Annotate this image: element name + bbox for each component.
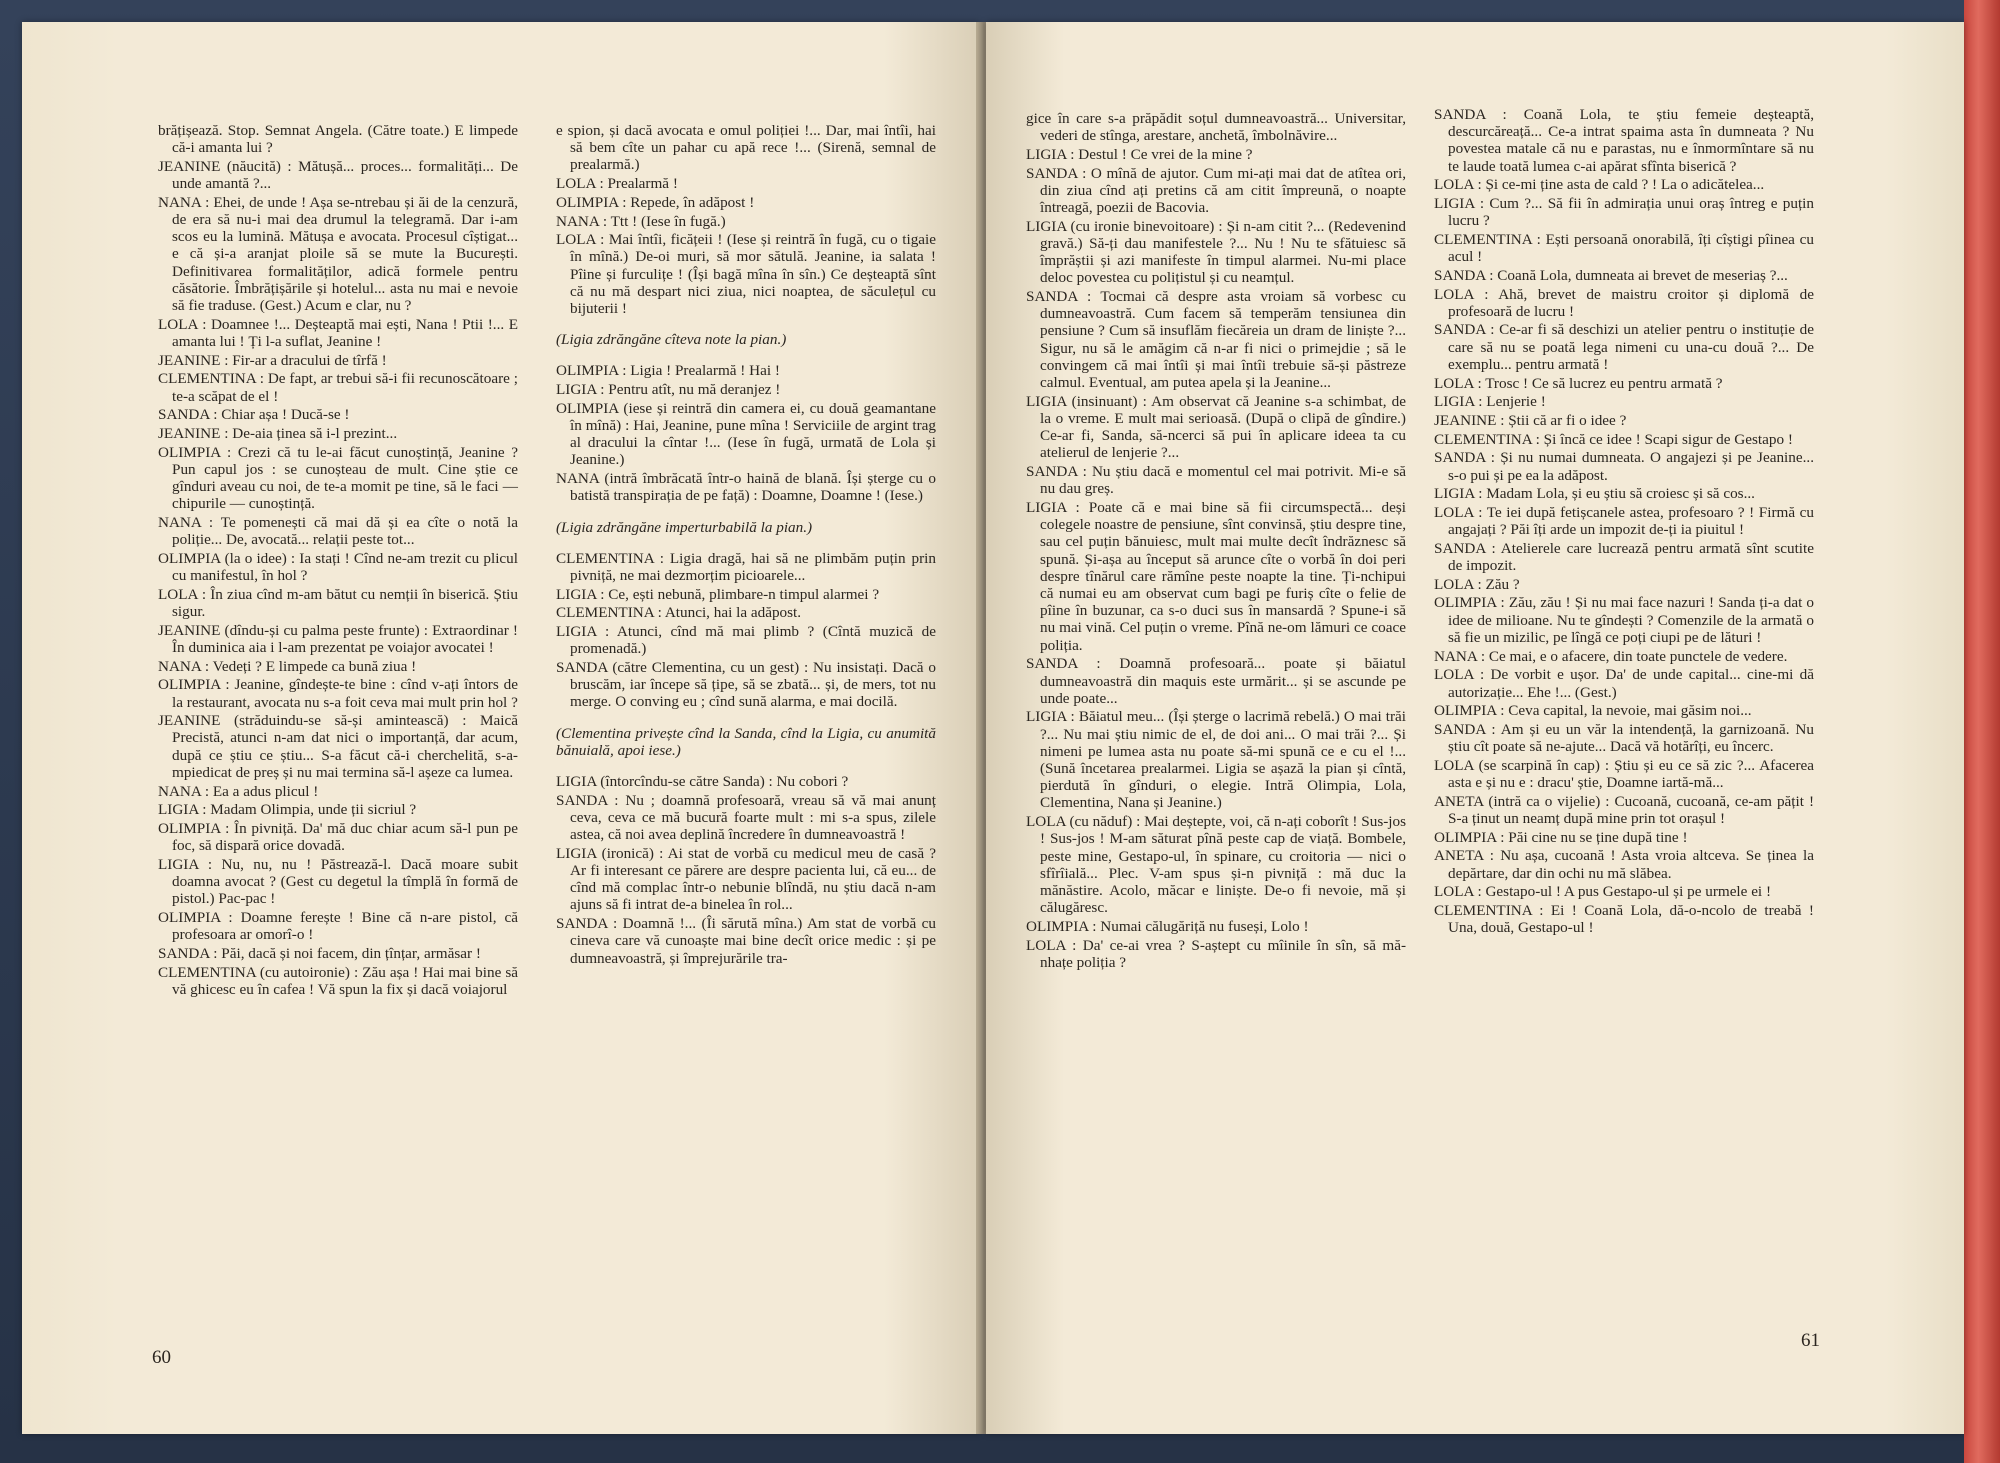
dialogue-line: NANA : Te pomenești că mai dă și ea cîte o notă la poliție... De, avocată... relații peste tot...: [158, 513, 518, 549]
dialogue-line: LIGIA : Destul ! Ce vrei de la mine ?: [1026, 145, 1253, 163]
dialogue-line: LIGIA (întorcîndu-se către Sanda) : Nu cobori ?: [556, 773, 849, 790]
dialogue-line: NANA : Ea a adus plicul !: [158, 782, 319, 800]
dialogue-line: CLEMENTINA : Ești persoană onorabilă, îți cîștigi pîinea cu acul !: [1434, 230, 1814, 266]
dialogue-line: brățișează. Stop. Semnat Angela. (Către toate.) E limpede că-i amanta lui ?: [158, 122, 518, 157]
dialogue-line: SANDA : Am și eu un văr la intendență, la garnizoană. Nu știu cît poate să ne-ajute... Dacă vă hotărîți, eu încerc.: [1434, 720, 1814, 756]
dialogue-line: SANDA : Doamnă profesoară... poate și băiatul dumneavoastră din maquis este urmărit... și se ascunde pe unde poate...: [1026, 655, 1406, 707]
dialogue-line: OLIMPIA : Repede, în adăpost !: [556, 193, 755, 211]
stage-direction: (Clementina privește cînd la Sanda, cînd la Ligia, cu anumită bănuială, apoi iese.): [556, 724, 936, 759]
dialogue-line: JEANINE (dîndu-și cu palma peste frunte) : Extraordinar ! În duminica aia i l-am prezentat pe voiajor avocatei !: [158, 621, 518, 656]
dialogue-line: JEANINE (străduindu-se să-și amintească) : Maică Precistă, atunci n-am dat nici o importanță, dar acum, după ce știu ce știu... S-a făcut că-i cherchelită, s-a-mpiedicat de preș și nu mai termina să-l așeze ca lumea.: [158, 712, 518, 781]
left-column-1: [158, 122, 518, 999]
stage-direction: (Ligia zdrăngăne imperturbabilă la pian.): [556, 518, 813, 536]
dialogue-line: JEANINE : Știi că ar fi o idee ?: [1434, 411, 1627, 429]
dialogue-line: LIGIA : Atunci, cînd mă mai plimb ? (Cîntă muzică de promenadă.): [556, 623, 936, 658]
dialogue-line: OLIMPIA : Zău, zău ! Și nu mai face nazuri ! Sanda ți-a dat o idee de milioane. Nu te gîndești ? Comenzile de la armată o să fie un mizilic, pe lîngă ce poți ciupi pe de lături !: [1434, 594, 1814, 646]
dialogue-line: LOLA : De vorbit e ușor. Da' de unde capital... cine-mi dă autorizație... Ehe !... (Gest.): [1434, 666, 1814, 701]
left-column-2: [556, 122, 936, 968]
dialogue-line: LIGIA : Madam Olimpia, unde ții sicriul ?: [158, 801, 417, 819]
dialogue-line: OLIMPIA : Doamne ferește ! Bine că n-are pistol, că profesoara ar omorî-o !: [158, 908, 518, 944]
page-number-right: 61: [1801, 1330, 1820, 1351]
dialogue-line: JEANINE : De-aia ținea să i-l prezint...: [158, 424, 398, 442]
right-column-2: [1434, 106, 1814, 938]
dialogue-line: ANETA : Nu așa, cucoană ! Asta vroia altceva. Se ținea la depărtare, dar din ochi nu mă slăbea.: [1434, 847, 1814, 882]
right-page: [986, 22, 1964, 1434]
dialogue-line: LOLA (se scarpină în cap) : Știu și eu ce să zic ?... Afacerea asta e și nu e : dracu' știe, Doamne iartă-mă...: [1434, 756, 1814, 792]
dialogue-line: LOLA : Mai întîi, ficățeii ! (Iese și reintră în fugă, cu o tigaie în mînă.) De-oi muri, să mor sătulă. Jeanine, ia salata ! Pîine și furculițe ! (Își bagă mîna în sîn.) Ce deșteaptă sînt că nu mă despart nici ziua, nici noaptea, de săculețul cu bijuterii !: [556, 231, 936, 318]
dialogue-line: OLIMPIA (iese și reintră din camera ei, cu două geamantane în mînă) : Hai, Jeanine, pune mîna ! Serviciile de argint trag al dracului la cîntar !... (Iese în fugă, urmată de Lola și Jeanine.): [556, 399, 936, 469]
dialogue-line: NANA : Ce mai, e o afacere, din toate punctele de vedere.: [1434, 647, 1788, 665]
dialogue-line: SANDA : O mînă de ajutor. Cum mi-ați mai dat de atîtea ori, din ziua cînd ați pretins că am citit împreună, o noapte întreagă, poezii de Bacovia.: [1026, 164, 1406, 217]
dialogue-line: LIGIA (insinuant) : Am observat că Jeanine s-a schimbat, de la o vreme. E mult mai serioasă. (După o clipă de gîndire.) Ce-ar fi, Sanda, să-ncerci să pui în aplicare ideea ta cu atelierul de lenjerie ?...: [1026, 392, 1406, 462]
dialogue-line: OLIMPIA : Păi cine nu se ține după tine !: [1434, 828, 1688, 846]
dialogue-line: CLEMENTINA (cu autoironie) : Zău așa ! Hai mai bine să vă ghicesc eu în cafea ! Vă spun la fix și dacă voiajorul: [158, 963, 518, 998]
dialogue-line: LOLA : Trosc ! Ce să lucrez eu pentru armată ?: [1434, 374, 1723, 392]
dialogue-line: LIGIA : Poate că e mai bine să fii circumspectă... deși colegele noastre de pensiune, sînt convinsă, știu despre tine, sau cel puțin bănuiesc, mult mai multe decît îndrăznesc să spună. Și-așa au început să arunce cîte o vorbă în doi peri despre tînărul care rămîne peste noapte la tine. Ți-nchipui că numai eu am observat cum bagi pe furiș cîte o felie de pîine în buzunar, ca s-o duci sus în mansardă ? Spune-i să nu mai vină. Cel puțin o vreme. Pînă ne-om lămuri ce coace poliția.: [1026, 498, 1406, 654]
dialogue-line: LIGIA : Băiatul meu... (Își șterge o lacrimă rebelă.) O mai trăi ?... Nu mai știu nimic de el, de doi ani... O mai trăi ?... Și nimeni pe lumea asta nu poate să-mi spună ce e cu el !... (Sună încetarea prealarmei. Ligia se așază la pian și cîntă, pierdută în gînduri, o elegie. Intră Olimpia, Lola, Clementina, Nana și Jeanine.): [1026, 708, 1406, 812]
dialogue-line: LIGIA : Cum ?... Să fii în admirația unui oraș întreg e puțin lucru ?: [1434, 195, 1814, 230]
dialogue-line: NANA : Ttt ! (Iese în fugă.): [556, 212, 726, 230]
dialogue-line: LOLA : Da' ce-ai vrea ? S-aștept cu mîinile în sîn, să mă-nhațe poliția ?: [1026, 936, 1406, 971]
dialogue-line: NANA : Ehei, de unde ! Așa se-ntrebau și ăi de la cenzură, de era să nu-i mai dea drumul la telegramă. Dar i-am scos eu la lumină. Mătușa e avocata. Procesul cîștigat... e că și-a aranjat ploile să se mute la București. Definitivarea formalităților, adică formele pentru căsătorie. Îmbrățișările și hotelul... asta nu mai e nevoie să fie traduse. (Gest.) Acum e clar, nu ?: [158, 193, 518, 315]
left-page: [22, 22, 980, 1434]
dialogue-line: ANETA (intră ca o vijelie) : Cucoană, cucoană, ce-am pățit ! S-a ținut un neamț după mine prin tot orașul !: [1434, 792, 1814, 827]
dialogue-line: gice în care s-a prăpădit soțul dumneavoastră... Universitar, vederi de stînga, arestare, anchetă, îmbolnăvire...: [1026, 110, 1406, 145]
page-number-left: 60: [152, 1347, 171, 1368]
dialogue-line: SANDA : Chiar așa ! Ducă-se !: [158, 406, 350, 424]
dialogue-line: SANDA : Nu ; doamnă profesoară, vreau să vă mai anunț ceva, ceva ce mă bucură foarte mult : mi s-a spus, zilele astea, că noi avea deplină încredere în dumneavoastră !: [556, 791, 936, 844]
dialogue-line: LOLA : Gestapo-ul ! A pus Gestapo-ul și pe urmele ei !: [1434, 883, 1772, 901]
dialogue-line: OLIMPIA : Jeanine, gîndește-te bine : cînd v-ați întors de la restaurant, avocata nu s-a foit ceva mai mult prin hol ?: [158, 676, 518, 711]
dialogue-line: LIGIA (ironică) : Ai stat de vorbă cu medicul meu de casă ? Ar fi interesant ce părere are despre pacienta lui, că eu... de cînd mă complac într-o nebunie blîndă, nu știu dacă n-am ajuns să fi intrat de-a binelea în rol...: [556, 844, 936, 914]
dialogue-line: CLEMENTINA : Atunci, hai la adăpost.: [556, 604, 802, 622]
dialogue-line: CLEMENTINA : De fapt, ar trebui să-i fii recunoscătoare ; te-a scăpat de el !: [158, 370, 518, 405]
dialogue-line: SANDA : Nu știu dacă e momentul cel mai potrivit. Mi-e să nu dau greș.: [1026, 463, 1406, 498]
dialogue-line: OLIMPIA : Ceva capital, la nevoie, mai găsim noi...: [1434, 702, 1752, 720]
dialogue-line: LOLA : Doamnee !... Deșteaptă mai ești, Nana ! Ptii !... E amanta lui ! Ți l-a suflat, Jeanine !: [158, 315, 518, 350]
dialogue-line: SANDA : Ce-ar fi să deschizi un atelier pentru o instituție de care să nu se poată lega nimeni cu una-cu două ?... De exemplu... pentru armată !: [1434, 321, 1814, 373]
dialogue-line: LIGIA : Pentru atît, nu mă deranjez !: [556, 381, 781, 399]
dialogue-line: OLIMPIA : Crezi că tu le-ai făcut cunoștință, Jeanine ? Pun capul jos : se cunoșteau de mult. Cine știe ce gînduri aveau cu noi, de te-a momit pe tine, să le faci — chipurile — cunoștință.: [158, 443, 518, 513]
dialogue-line: SANDA : Coană Lola, dumneata ai brevet de meseriaș ?...: [1434, 266, 1788, 284]
dialogue-line: OLIMPIA : În pivniță. Da' mă duc chiar acum să-l pun pe foc, să dispară orice dovadă.: [158, 819, 518, 855]
dialogue-line: JEANINE : Fir-ar a dracului de tîrfă !: [158, 351, 387, 369]
dialogue-line: LOLA : În ziua cînd m-am bătut cu nemții în biserică. Știu sigur.: [158, 585, 518, 620]
dialogue-line: OLIMPIA (la o idee) : Ia stați ! Cînd ne-am trezit cu plicul cu manifestul, în hol ?: [158, 549, 518, 585]
bookmark-ribbon: [1964, 0, 2000, 1463]
dialogue-line: LOLA : Prealarmă !: [556, 175, 678, 193]
dialogue-line: LIGIA : Nu, nu, nu ! Păstrează-l. Dacă moare subit doamna avocat ? (Gest cu degetul la tîmplă în formă de pistol.) Pac-pac !: [158, 855, 518, 908]
dialogue-line: SANDA : Doamnă !... (Îi sărută mîna.) Am stat de vorbă cu cineva care vă cunoaște mai bine decît orice medic : și pe dumneavoastră, și împrejurările tra-: [556, 915, 936, 967]
dialogue-line: OLIMPIA : Ligia ! Prealarmă ! Hai !: [556, 362, 780, 380]
dialogue-line: SANDA (către Clementina, cu un gest) : Nu insistați. Dacă o bruscăm, iar începe să țipe, să se zbată... și, de mers, tot nu merge. O conving eu ; cînd sună alarma, e mai docilă.: [556, 658, 936, 711]
dialogue-line: LIGIA : Lenjerie !: [1434, 393, 1546, 411]
dialogue-line: CLEMENTINA : Ei ! Coană Lola, dă-o-ncolo de treabă ! Una, două, Gestapo-ul !: [1434, 901, 1814, 937]
dialogue-line: SANDA : Tocmai că despre asta vroiam să vorbesc cu dumneavoastră. Cum facem să temperăm tensiunea din pensiune ? Cum să insuflăm fiecăreia un dram de liniște ?... Sigur, nu să le amăgim că n-ar fi nici o primejdie ; să le convingem că mai întîi și mai întîi trebuie să-și păstreze calmul. Eventual, am putea apela și la Jeanine...: [1026, 288, 1406, 392]
stage-direction: (Ligia zdrăngăne cîteva note la pian.): [556, 331, 787, 349]
dialogue-line: SANDA : Coană Lola, te știu femeie deșteaptă, descurcăreață... Ce-a intrat spaima asta în dumneata ? Nu povestea matale că nu e parastas, nu e înmormîntare să nu te laude toată lumea c-ai apărat sfînta biserică ?: [1434, 106, 1814, 175]
dialogue-line: LIGIA : Madam Lola, și eu știu să croiesc și să cos...: [1434, 485, 1755, 503]
dialogue-line: JEANINE (năucită) : Mătușă... proces... formalități... De unde amantă ?...: [158, 157, 518, 193]
dialogue-line: LOLA : Zău ?: [1434, 575, 1520, 593]
dialogue-line: NANA (intră îmbrăcată într-o haină de blană. Își șterge cu o batistă transpirația de pe față) : Doamne, Doamne ! (Iese.): [556, 470, 936, 505]
dialogue-line: SANDA : Păi, dacă și noi facem, din țînțar, armăsar !: [158, 944, 481, 962]
dialogue-line: LIGIA (cu ironie binevoitoare) : Și n-am citit ?... (Redevenind gravă.) Să-ți dau manifestele ?... Nu ! Nu te sfătuiesc să împrăștii și azi manifeste în timpul alarmei. Nu-mi place deloc povestea cu polițistul și cu neamțul.: [1026, 217, 1406, 287]
dialogue-line: LOLA : Și ce-mi ține asta de cald ? ! La o adicătelea...: [1434, 176, 1765, 194]
dialogue-line: LIGIA : Ce, ești nebună, plimbare-n timpul alarmei ?: [556, 585, 880, 603]
right-column-1: [1026, 110, 1406, 972]
dialogue-line: NANA : Vedeți ? E limpede ca bună ziua !: [158, 657, 417, 675]
dialogue-line: CLEMENTINA : Și încă ce idee ! Scapi sigur de Gestapo !: [1434, 430, 1793, 448]
dialogue-line: OLIMPIA : Numai călugăriță nu fuseși, Lolo !: [1026, 917, 1309, 935]
dialogue-line: LOLA : Ahă, brevet de maistru croitor și diplomă de profesoară de lucru !: [1434, 285, 1814, 320]
dialogue-line: SANDA : Atelierele care lucrează pentru armată sînt scutite de impozit.: [1434, 539, 1814, 575]
dialogue-line: LOLA (cu năduf) : Mai deștepte, voi, că n-ați coborît ! Sus-jos ! Sus-jos ! M-am săturat pînă peste cap de viață. Bombele, peste mine, Gestapo-ul, în spinare, cu croitoria — nici o sfîrîială... Plec. V-am spus și-n pivniță : mă duc la mănăstire. Acolo, măcar e liniște. De-o fi nevoie, mă și călugăresc.: [1026, 813, 1407, 917]
dialogue-line: e spion, și dacă avocata e omul poliției !... Dar, mai întîi, hai să bem cîte un pahar cu apă rece !... (Sirenă, semnal de prealarmă.): [556, 122, 936, 174]
dialogue-line: LOLA : Te iei după fetișcanele astea, profesoaro ? ! Firmă cu angajați ? Păi îți arde un impozit de-ți ia piuitul !: [1434, 503, 1814, 539]
dialogue-line: CLEMENTINA : Ligia dragă, hai să ne plimbăm puțin prin pivniță, ne mai dezmorțim picioarele...: [556, 549, 936, 584]
dialogue-line: SANDA : Și nu numai dumneata. O angajezi și pe Jeanine... s-o pui și pe ea la adăpost.: [1434, 449, 1814, 484]
